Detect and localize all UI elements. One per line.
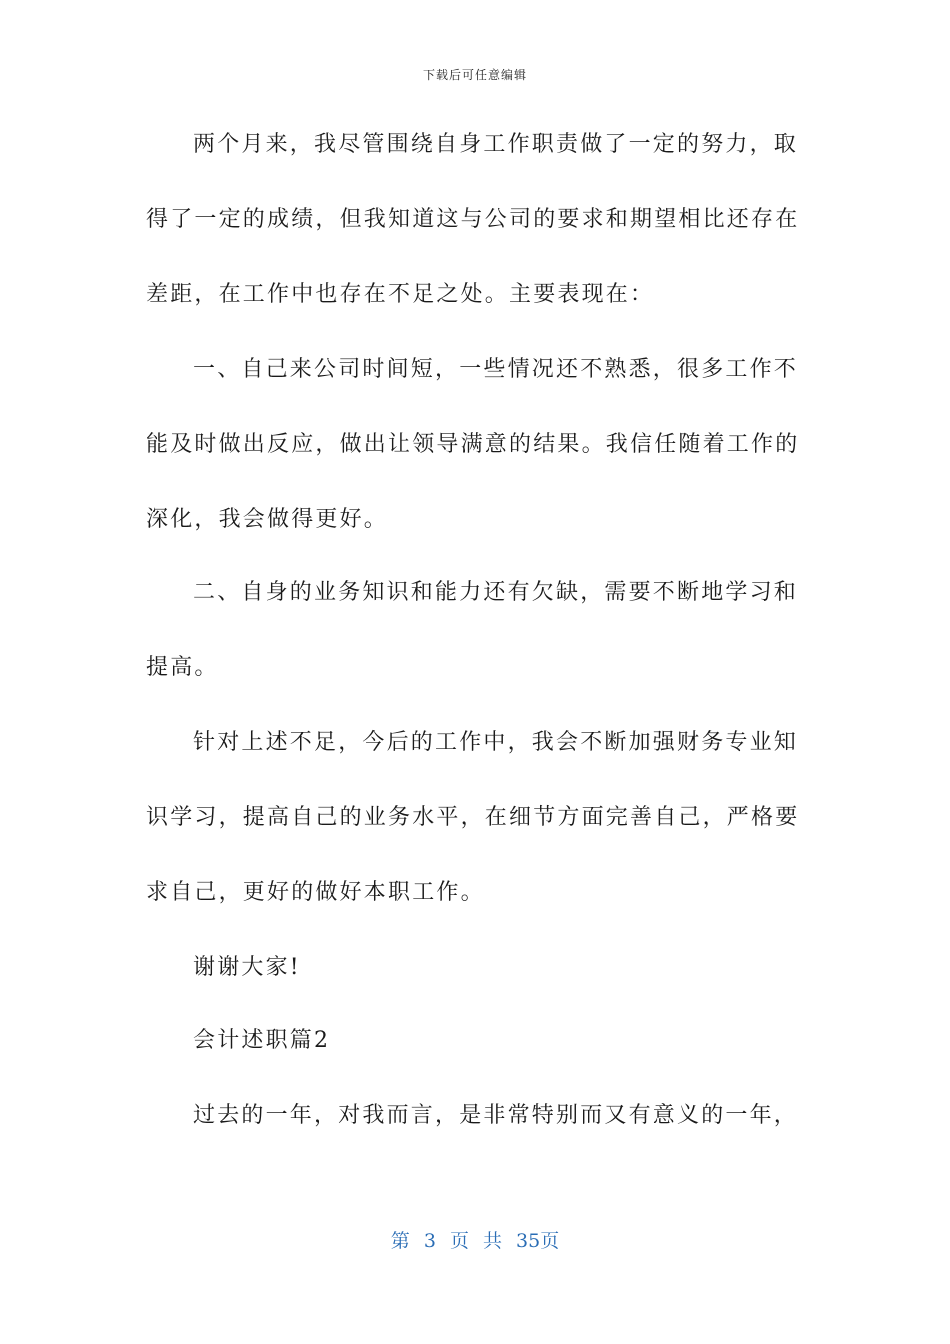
text-line: 二、自身的业务知识和能力还有欠缺，需要不断地学习和 [193,580,799,605]
text-line: 提高。 [146,655,219,680]
page-header: 下载后可任意编辑 [422,68,527,82]
text-line: 针对上述不足，今后的工作中，我会不断加强财务专业知 [193,730,799,755]
text-line: 谢谢大家! [193,955,301,980]
text-line: 过去的一年，对我而言，是非常特别而又有意义的一年， [193,1103,799,1128]
text-line: 两个月来，我尽管围绕自身工作职责做了一定的努力，取 [193,132,799,157]
text-line: 一、自己来公司时间短，一些情况还不熟悉，很多工作不 [193,357,799,382]
text-line: 能及时做出反应，做出让领导满意的结果。我信任随着工作的 [146,432,800,457]
text-line: 深化，我会做得更好。 [146,507,389,532]
text-line: 识学习，提高自己的业务水平，在细节方面完善自己，严格要 [146,805,800,830]
text-line: 得了一定的成绩，但我知道这与公司的要求和期望相比还存在 [146,207,800,232]
text-line: 求自己，更好的做好本职工作。 [146,880,485,905]
text-line: 差距，在工作中也存在不足之处。主要表现在： [146,282,655,307]
page-number-footer: 第 3 页 共 35页 [390,1230,560,1252]
section-heading: 会计述职篇2 [193,1028,331,1053]
